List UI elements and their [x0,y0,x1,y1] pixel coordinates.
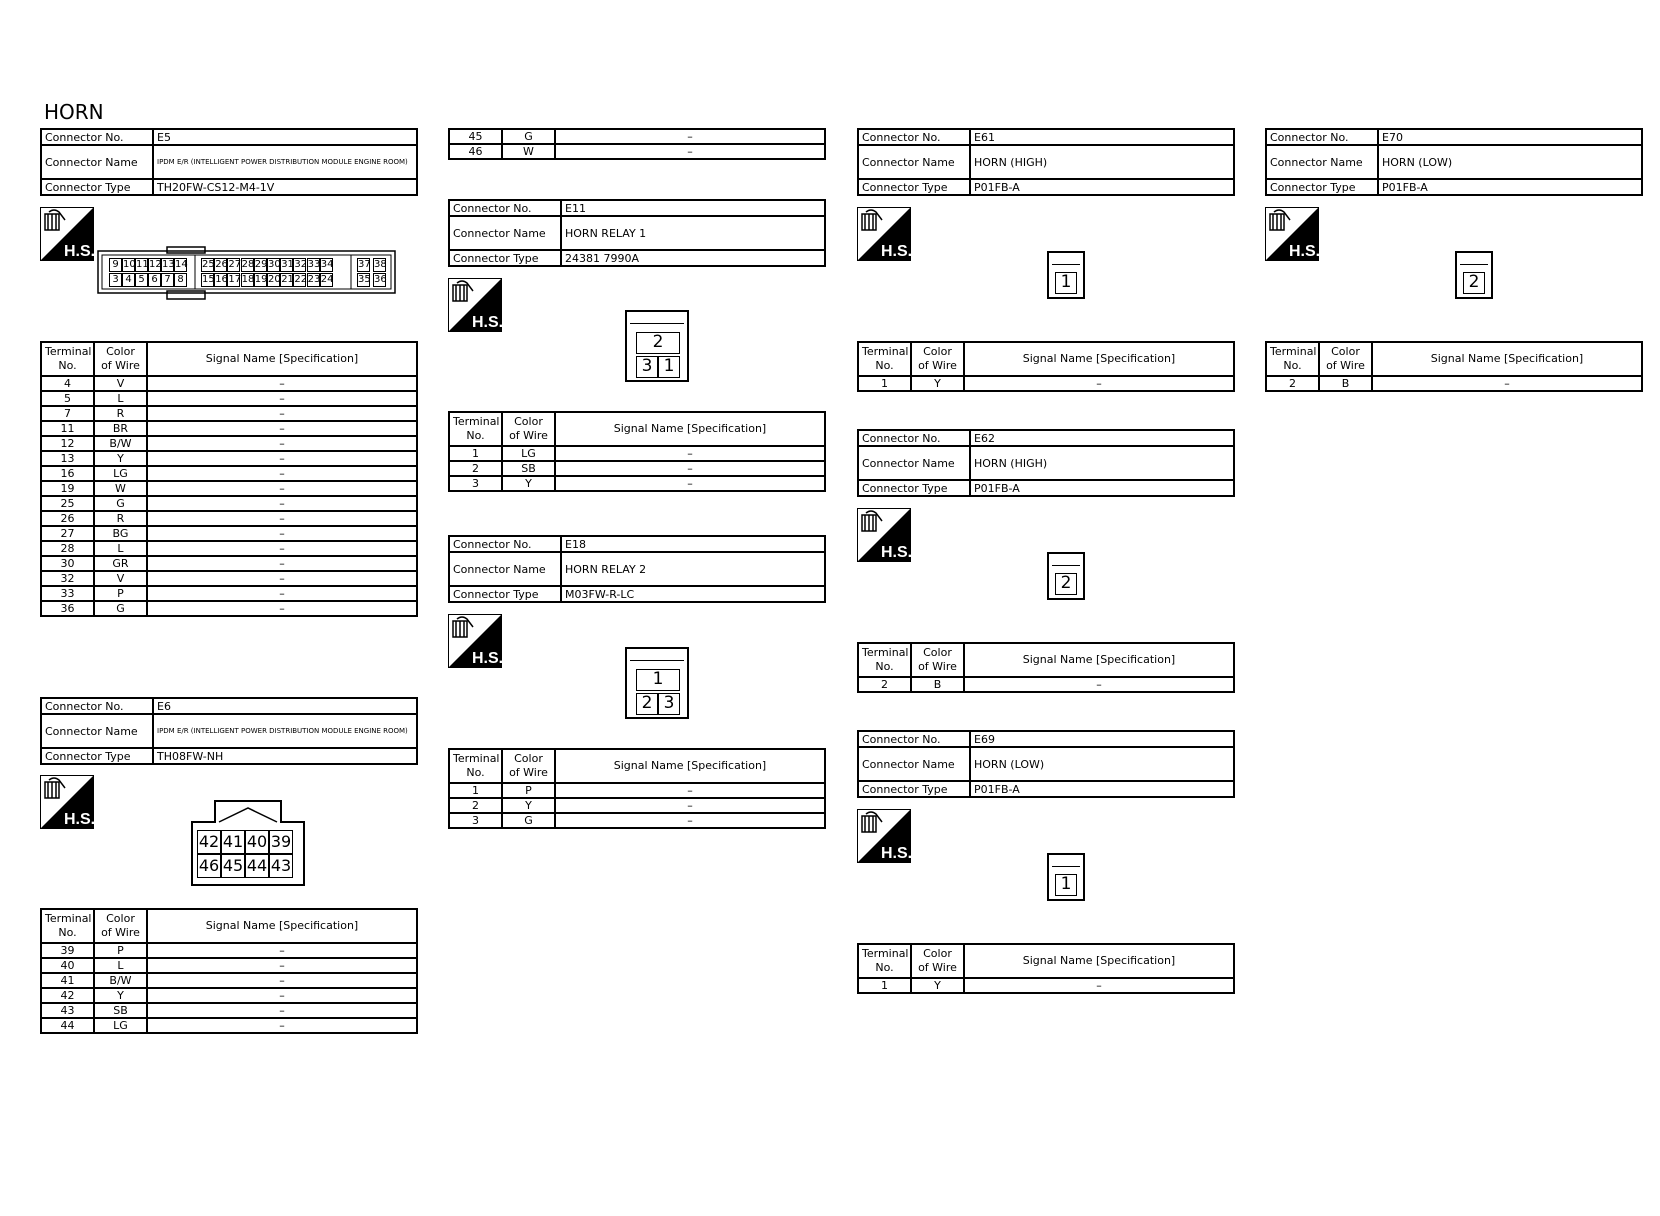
signal-name: – [1372,376,1642,391]
signal-name: – [555,813,825,828]
e6-pin: 39 [269,830,293,854]
signal-name: – [147,481,417,496]
signal-name: – [147,988,417,1003]
terminal-no-header: Terminal No. [1266,342,1319,376]
hs-icon [857,508,911,562]
table-row [41,511,417,526]
terminal-table-e70 [1265,341,1643,392]
wire-color: Y [911,376,964,391]
wire-color: BG [94,526,147,541]
terminal-no: 16 [41,466,94,481]
color-of-wire-header: Color of Wire [502,412,555,446]
connector-e18-diagram: 1 2 3 [625,647,689,719]
wire-color: LG [94,466,147,481]
table-row [41,556,417,571]
wire-color: B [911,677,964,692]
terminal-no-header: Terminal No. [449,412,502,446]
table-row [41,466,417,481]
wire-color: SB [94,1003,147,1018]
svg-text:H.S.: H.S. [64,811,94,828]
terminal-no: 26 [41,511,94,526]
terminal-no-header: Terminal No. [41,909,94,943]
e6-pin: 41 [221,830,245,854]
wire-color: P [502,783,555,798]
terminal-table-e62 [857,642,1235,693]
wire-color: GR [94,556,147,571]
terminal-no: 19 [41,481,94,496]
table-row [41,586,417,601]
signal-name: – [147,973,417,988]
table-row [1266,376,1642,391]
hs-icon [448,614,502,668]
table-row [41,541,417,556]
hs-icon [40,775,94,829]
hs-icon [857,809,911,863]
terminal-no-header: Terminal No. [449,749,502,783]
terminal-no: 39 [41,943,94,958]
signal-name: – [147,391,417,406]
terminal-no: 44 [41,1018,94,1033]
color-of-wire-header: Color of Wire [1319,342,1372,376]
terminal-no: 25 [41,496,94,511]
table-row [41,496,417,511]
terminal-no-header: Terminal No. [858,643,911,677]
table-row [449,144,825,159]
signal-name-header: Signal Name [Specification] [964,342,1234,376]
terminal-no: 40 [41,958,94,973]
signal-name-header: Signal Name [Specification] [964,643,1234,677]
terminal-no: 11 [41,421,94,436]
signal-name: – [147,406,417,421]
color-of-wire-header: Color of Wire [502,749,555,783]
wire-color: V [94,376,147,391]
color-of-wire-header: Color of Wire [911,342,964,376]
wire-color: L [94,541,147,556]
connector-e61-header: Connector No. E61 Connector Name HORN (HIGH) Connector Type P01FB-A [857,128,1235,196]
svg-text:H.S.: H.S. [1289,243,1319,260]
table-row [858,376,1234,391]
table-row [41,988,417,1003]
terminal-no: 36 [41,601,94,616]
terminal-no-header: Terminal No. [858,342,911,376]
signal-name: – [555,129,825,144]
signal-name: – [147,601,417,616]
table-row [449,783,825,798]
connector-e6-diagram [191,800,305,886]
terminal-no: 2 [1266,376,1319,391]
terminal-table-e6 [40,908,418,1034]
terminal-no: 5 [41,391,94,406]
table-row [41,1003,417,1018]
terminal-no: 42 [41,988,94,1003]
wire-color: G [502,813,555,828]
terminal-no: 27 [41,526,94,541]
terminal-no-header: Terminal No. [41,342,94,376]
table-row [41,943,417,958]
connector-e70-diagram: 2 [1455,251,1493,299]
terminal-no: 7 [41,406,94,421]
svg-text:H.S.: H.S. [881,243,911,260]
wire-color: W [94,481,147,496]
signal-name: – [964,376,1234,391]
e6-pin: 46 [197,854,221,878]
connector-e11-header: Connector No. E11 Connector Name HORN RELAY 1 Connector Type 24381 7990A [448,199,826,267]
svg-text:H.S.: H.S. [472,650,502,667]
wire-color: Y [911,978,964,993]
terminal-no: 2 [858,677,911,692]
table-row [41,973,417,988]
signal-name: – [555,798,825,813]
color-of-wire-header: Color of Wire [94,342,147,376]
signal-name-header: Signal Name [Specification] [555,412,825,446]
wire-color: G [502,129,555,144]
terminal-no: 4 [41,376,94,391]
signal-name-header: Signal Name [Specification] [147,342,417,376]
signal-name: – [147,571,417,586]
color-of-wire-header: Color of Wire [911,643,964,677]
connector-e11-diagram: 2 3 1 [625,310,689,382]
signal-name: – [147,376,417,391]
table-row [41,526,417,541]
table-row [449,476,825,491]
wire-color: SB [502,461,555,476]
terminal-table-e61 [857,341,1235,392]
table-row [41,391,417,406]
svg-text:H.S.: H.S. [881,544,911,561]
signal-name: – [147,421,417,436]
hs-icon [857,207,911,261]
connector-e5-header: Connector No. E5 Connector Name IPDM E/R (INTELLIGENT POWER DISTRIBUTION MODULE ENGINE ROOM) Connector Type TH20FW-CS12-M4-1V [40,128,418,196]
page-title: HORN [44,100,104,124]
table-row [41,436,417,451]
wire-color: P [94,586,147,601]
table-row [449,129,825,144]
terminal-table-e18 [448,748,826,829]
table-row [449,798,825,813]
table-row [449,461,825,476]
terminal-table-e5 [40,341,418,617]
signal-name-header: Signal Name [Specification] [555,749,825,783]
signal-name: – [147,451,417,466]
color-of-wire-header: Color of Wire [911,944,964,978]
connector-e62-header: Connector No. E62 Connector Name HORN (HIGH) Connector Type P01FB-A [857,429,1235,497]
wire-color: G [94,601,147,616]
wire-color: LG [94,1018,147,1033]
signal-name: – [147,466,417,481]
e6-pin: 43 [269,854,293,878]
terminal-table-e11 [448,411,826,492]
signal-name: – [147,943,417,958]
table-row [41,571,417,586]
signal-name: – [147,436,417,451]
terminal-no: 28 [41,541,94,556]
table-row [41,958,417,973]
terminal-no: 43 [41,1003,94,1018]
wire-color: BR [94,421,147,436]
terminal-no: 1 [858,376,911,391]
connector-e61-diagram: 1 [1047,251,1085,299]
terminal-table-e69 [857,943,1235,994]
terminal-table-e6-continued [448,128,826,160]
wire-color: LG [502,446,555,461]
terminal-no: 33 [41,586,94,601]
terminal-no: 12 [41,436,94,451]
connector-e62-diagram: 2 [1047,552,1085,600]
e6-pin: 40 [245,830,269,854]
connector-e6-header: Connector No. E6 Connector Name IPDM E/R (INTELLIGENT POWER DISTRIBUTION MODULE ENGINE ROOM) Connector Type TH08FW-NH [40,697,418,765]
wire-color: L [94,391,147,406]
hs-icon [1265,207,1319,261]
signal-name: – [147,496,417,511]
terminal-no-header: Terminal No. [858,944,911,978]
connector-e70-header: Connector No. E70 Connector Name HORN (LOW) Connector Type P01FB-A [1265,128,1643,196]
signal-name: – [555,783,825,798]
connector-e69-diagram: 1 [1047,853,1085,901]
signal-name: – [147,958,417,973]
signal-name-header: Signal Name [Specification] [1372,342,1642,376]
e6-pin: 42 [197,830,221,854]
terminal-no: 41 [41,973,94,988]
signal-name: – [147,1018,417,1033]
hs-icon [40,207,94,261]
signal-name: – [555,446,825,461]
wire-color: G [94,496,147,511]
svg-text:H.S.: H.S. [64,243,94,260]
wire-color: B/W [94,973,147,988]
signal-name: – [147,556,417,571]
table-row [858,677,1234,692]
e6-pin: 45 [221,854,245,878]
wire-color: V [94,571,147,586]
wire-color: B [1319,376,1372,391]
wire-color: L [94,958,147,973]
svg-text:H.S.: H.S. [472,314,502,331]
signal-name: – [555,144,825,159]
table-row [41,1018,417,1033]
table-row [449,813,825,828]
terminal-no: 45 [449,129,502,144]
terminal-no: 1 [858,978,911,993]
wire-color: R [94,511,147,526]
signal-name-header: Signal Name [Specification] [147,909,417,943]
wire-color: Y [502,798,555,813]
svg-text:H.S.: H.S. [881,845,911,862]
table-row [449,446,825,461]
terminal-no: 3 [449,813,502,828]
terminal-no: 3 [449,476,502,491]
signal-name: – [147,586,417,601]
connector-e18-header: Connector No. E18 Connector Name HORN RELAY 2 Connector Type M03FW-R-LC [448,535,826,603]
table-row [41,376,417,391]
terminal-no: 1 [449,446,502,461]
signal-name-header: Signal Name [Specification] [964,944,1234,978]
signal-name: – [147,541,417,556]
terminal-no: 2 [449,461,502,476]
terminal-no: 30 [41,556,94,571]
table-row [41,601,417,616]
table-row [41,406,417,421]
table-row [41,451,417,466]
signal-name: – [555,461,825,476]
color-of-wire-header: Color of Wire [94,909,147,943]
signal-name: – [964,677,1234,692]
signal-name: – [555,476,825,491]
connector-e69-header: Connector No. E69 Connector Name HORN (LOW) Connector Type P01FB-A [857,730,1235,798]
terminal-no: 1 [449,783,502,798]
table-row [858,978,1234,993]
table-row [41,481,417,496]
signal-name: – [147,511,417,526]
wire-color: Y [94,451,147,466]
wire-color: P [94,943,147,958]
wire-color: Y [94,988,147,1003]
wire-color: B/W [94,436,147,451]
table-row [41,421,417,436]
connector-e5-diagram: 9 10 11 12 13 14 25 26 27 28 29 30 31 32 33 34 37 38 3 4 5 6 7 8 15 16 17 18 19 20 21 22 23 24 35 36 [97,246,397,300]
terminal-no: 32 [41,571,94,586]
e6-pin: 44 [245,854,269,878]
terminal-no: 46 [449,144,502,159]
terminal-no: 2 [449,798,502,813]
wire-color: R [94,406,147,421]
wire-color: Y [502,476,555,491]
terminal-no: 13 [41,451,94,466]
signal-name: – [147,526,417,541]
wire-color: W [502,144,555,159]
signal-name: – [147,1003,417,1018]
signal-name: – [964,978,1234,993]
hs-icon [448,278,502,332]
